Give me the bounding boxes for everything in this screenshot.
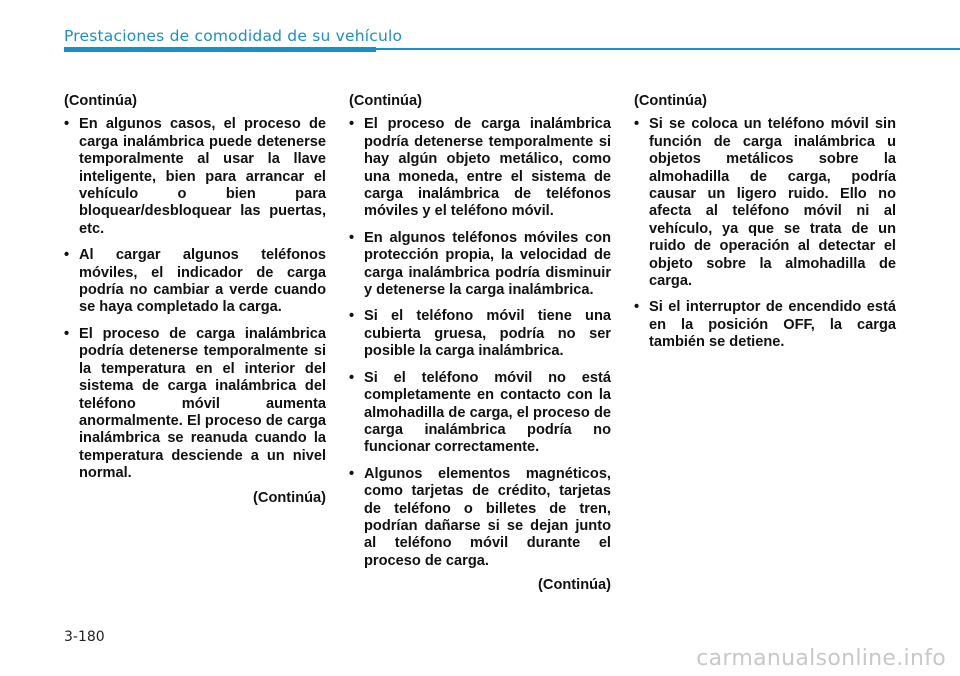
- page-number: 3-180: [64, 629, 105, 645]
- continued-footer: (Continúa): [538, 577, 611, 594]
- continued-heading: (Continúa): [349, 93, 422, 109]
- bullet-item: • En algunos casos, el proceso de carga inalámbrica puede detenerse temporalmente al usar la llave inteligente, bien para arrancar el vehículo o bien para bloquear/desbloquear las puertas, etc.: [64, 116, 326, 238]
- bullet-list: [349, 116, 611, 570]
- header-rule-thin: [376, 48, 960, 50]
- bullet-item: • Si se coloca un teléfono móvil sin función de carga inalámbrica u objetos metálicos sobre la almohadilla de carga, podría causar un ligero ruido. Ello no afecta al teléfono móvil ni al vehículo, ya que se trata de un ruido de operación al detectar el objeto sobre la almohadilla de carga.: [634, 116, 896, 290]
- bullet-item: • En algunos teléfonos móviles con protección propia, la velocidad de carga inalámbrica podría disminuir y detenerse la carga inalámbrica.: [349, 230, 611, 300]
- bullet-item: • Algunos elementos magnéticos, como tarjetas de crédito, tarjetas de teléfono o billetes de tren, podrían dañarse si se dejan junto al teléfono móvil durante el proceso de carga.: [349, 466, 611, 570]
- bullet-list: [634, 116, 896, 351]
- header-rule-thick: [64, 47, 376, 52]
- text-column-2: [349, 93, 611, 595]
- continued-footer: (Continúa): [253, 489, 326, 506]
- bullet-item: • Si el interruptor de encendido está en la posición OFF, la carga también se detiene.: [634, 299, 896, 351]
- continued-heading: (Continúa): [634, 93, 707, 109]
- section-title: Prestaciones de comodidad de su vehículo: [64, 27, 403, 45]
- watermark: carmanualsonline.info: [696, 646, 946, 671]
- bullet-item: • El proceso de carga inalámbrica podría detenerse temporalmente si la temperatura en el interior del sistema de carga inalámbrica del teléfono móvil aumenta anormalmente. El proceso de carga inalámbrica se reanuda cuando la temperatura desciende a un nivel normal.: [64, 326, 326, 483]
- bullet-item: • Si el teléfono móvil tiene una cubierta gruesa, podría no ser posible la carga inalámbrica.: [349, 308, 611, 360]
- bullet-item: • Al cargar algunos teléfonos móviles, el indicador de carga podría no cambiar a verde cuando se haya completado la carga.: [64, 247, 326, 317]
- bullet-list: [64, 116, 326, 482]
- continued-heading: (Continúa): [64, 93, 137, 109]
- text-column-1: [64, 93, 326, 507]
- bullet-item: • Si el teléfono móvil no está completamente en contacto con la almohadilla de carga, el proceso de carga inalámbrica podría no funcionar correctamente.: [349, 370, 611, 457]
- bullet-item: • El proceso de carga inalámbrica podría detenerse temporalmente si hay algún objeto metálico, como una moneda, entre el sistema de carga inalámbrica de teléfonos móviles y el teléfono móvil.: [349, 116, 611, 220]
- text-column-3: [634, 93, 896, 361]
